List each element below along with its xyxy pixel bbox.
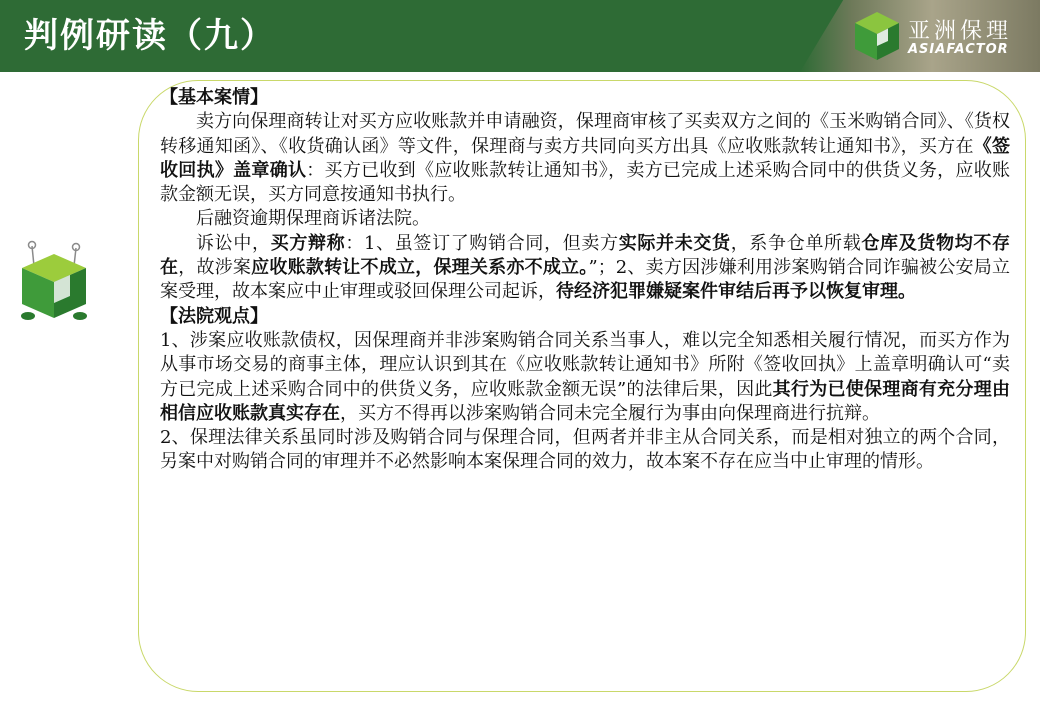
- header-bar: [0, 0, 1040, 72]
- text-run: 诉讼中，: [196, 232, 271, 254]
- case-heading: 【基本案情】: [160, 87, 268, 108]
- court-heading: 【法院观点】: [160, 305, 268, 327]
- bold-run: 其行为已使保理商有充分理由相信应收账款真实存在: [160, 378, 1011, 424]
- court-paragraph-1: [160, 329, 1010, 426]
- bold-run: 待经济犯罪嫌疑案件审结后再予以恢复审理。: [556, 281, 916, 303]
- page-title: 判例研读（九）: [24, 16, 276, 56]
- bold-run: 买方辩称: [270, 232, 346, 254]
- text-run: ：1、虽签订了购销合同，但卖方: [345, 232, 619, 254]
- text-run: ：买方已收到《应收账款转让通知书》，卖方已完成上述采购合同中的供货义务，应收账款金额无误，买方同意按通知书执行。: [160, 159, 1011, 206]
- text-run: 卖方向保理商转让对买方应收账款并申请融资，保理商审核了买卖双方之间的《玉米购销合同》、《货权转移通知函》、《收货确认函》等文件，保理商与卖方共同向买方出具《应收账款转让通知书》，买方在: [160, 111, 1010, 157]
- text-run: ，故涉案: [178, 257, 252, 279]
- bold-run: 应收账款转让不成立，保理关系亦不成立。: [251, 257, 589, 279]
- brand-logo: [852, 8, 1032, 64]
- court-paragraph-2: 2、保理法律关系虽同时涉及购销合同与保理合同，但两者并非主从合同关系，而是相对独立的两个合同，另案中对购销合同的审理并不必然影响本案保理合同的效力，故本案不存在应当中止审理的情形。: [160, 427, 1010, 473]
- brand-name-cn: 亚洲保理: [908, 19, 1013, 44]
- bold-run: 《签收回执》盖章确认: [160, 135, 1010, 181]
- text-run: ，系争仓单所载: [730, 232, 862, 254]
- green-cube-mascot-icon: [14, 238, 94, 328]
- text-run: ”；2、卖方因涉嫌利用涉案购销合同诈骗被公安局立案受理，故本案应中止审理或驳回保理公司起诉，: [160, 257, 1011, 303]
- case-paragraph-3: [160, 232, 1010, 305]
- text-run: ，买方不得再以涉案购销合同未完全履行为事由向保理商进行抗辩。: [340, 402, 880, 424]
- case-content: [160, 86, 1010, 475]
- case-paragraph-1: [160, 110, 1010, 207]
- green-cube-icon: [852, 10, 902, 62]
- bold-run: 仓库及货物均不存在: [160, 232, 1011, 279]
- bold-run: 实际并未交货: [618, 232, 731, 254]
- text-run: 1、涉案应收账款债权，因保理商并非涉案购销合同关系当事人，难以完全知悉相关履行情况，而买方作为从事市场交易的商事主体，理应认识到其在《应收账款转让通知书》所附《签收回执》上盖章明确认可“卖方已完成上述采购合同中的供货义务，应收账款金额无误”的法律后果，因此: [160, 329, 1010, 400]
- case-paragraph-2: 后融资逾期保理商诉诸法院。: [196, 208, 430, 230]
- brand-name-en: ASIAFACTOR: [908, 42, 1009, 57]
